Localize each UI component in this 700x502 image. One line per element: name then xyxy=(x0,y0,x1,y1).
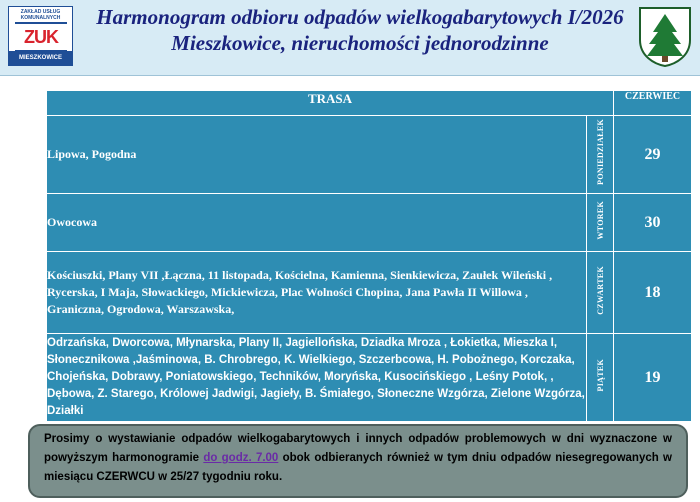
day-cell xyxy=(587,116,614,194)
route-cell: Odrzańska, Dworcowa, Młynarska, Plany II, Jagiellońska, Dziadka Mroza , Łokietka, Mieszka I, Słonecznikowa ,Jaśminowa, B. Chrobrego, K. Wielkiego, Szczerbcowa, H. Pobożnego, Korczaka, Chojeńska, Dobrawy, Poniatowskiego, Techników, Moryńska, Kusocińskiego , Leśny Potok, , Dębowa, Z. Starego, Królowej Jadwigi, Jagieły, B. Śmiałego, Słoneczne Wzgórza, Zielone Wzgórza, Działki xyxy=(47,334,587,422)
title-line-1: Harmonogram odbioru odpadów wielkogabarytowych I/2026 xyxy=(96,5,624,29)
table-row xyxy=(47,334,692,422)
day-cell xyxy=(587,334,614,422)
header-banner xyxy=(0,0,700,76)
notice-text: Prosimy o wystawianie odpadów wielkogabarytowych i innych odpadów problemowych w dni wyznaczone w powyższym harmonogramie xyxy=(44,433,672,464)
date-cell: 30 xyxy=(614,194,692,252)
logo-mark: ZUK xyxy=(15,22,67,52)
day-cell xyxy=(587,194,614,252)
route-cell: Lipowa, Pogodna xyxy=(47,116,587,194)
table-row xyxy=(47,116,692,194)
schedule-table xyxy=(46,90,692,422)
day-cell xyxy=(587,252,614,334)
zuk-logo-icon xyxy=(8,6,73,66)
route-cell: Kościuszki, Plany VII ,Łączna, 11 listopada, Kościelna, Kamienna, Sienkiewicza, Zaułek Wileński , Rycerska, I Maja, Słowackiego, Mickiewicza, Plac Wolności Chopina, Jana Pawła II Willowa , Graniczna, Ogrodowa, Warszawska, xyxy=(47,252,587,334)
table-row xyxy=(47,252,692,334)
notice-time-highlight: do godz. 7.00 xyxy=(203,452,279,464)
date-cell: 29 xyxy=(614,116,692,194)
date-cell: 18 xyxy=(614,252,692,334)
logo-town-text: MIESZKOWICE xyxy=(9,51,72,65)
logo-company-text: ZAKŁAD USŁUG KOMUNALNYCH xyxy=(20,9,61,21)
page-title xyxy=(80,4,640,56)
column-header-route: TRASA xyxy=(47,91,614,116)
table-header-row xyxy=(47,91,692,116)
route-cell: Owocowa xyxy=(47,194,587,252)
day-label: PIĄTEK xyxy=(595,358,605,392)
coat-of-arms-icon xyxy=(636,4,694,68)
title-line-2: Mieszkowice, nieruchomości jednorodzinne xyxy=(171,31,549,55)
day-label: PONIEDZIAŁEK xyxy=(595,119,605,185)
notice-text-end: obok odbieranych również w tym dniu odpadów niesegregowanych w miesiącu CZERWCU w 25/27 tygodniu roku. xyxy=(44,452,672,483)
day-label: CZWARTEK xyxy=(595,265,605,315)
table-row xyxy=(47,194,692,252)
date-cell: 19 xyxy=(614,334,692,422)
day-label: WTOREK xyxy=(595,200,605,240)
column-header-month: CZERWIEC xyxy=(614,91,692,116)
notice-box xyxy=(28,424,688,498)
